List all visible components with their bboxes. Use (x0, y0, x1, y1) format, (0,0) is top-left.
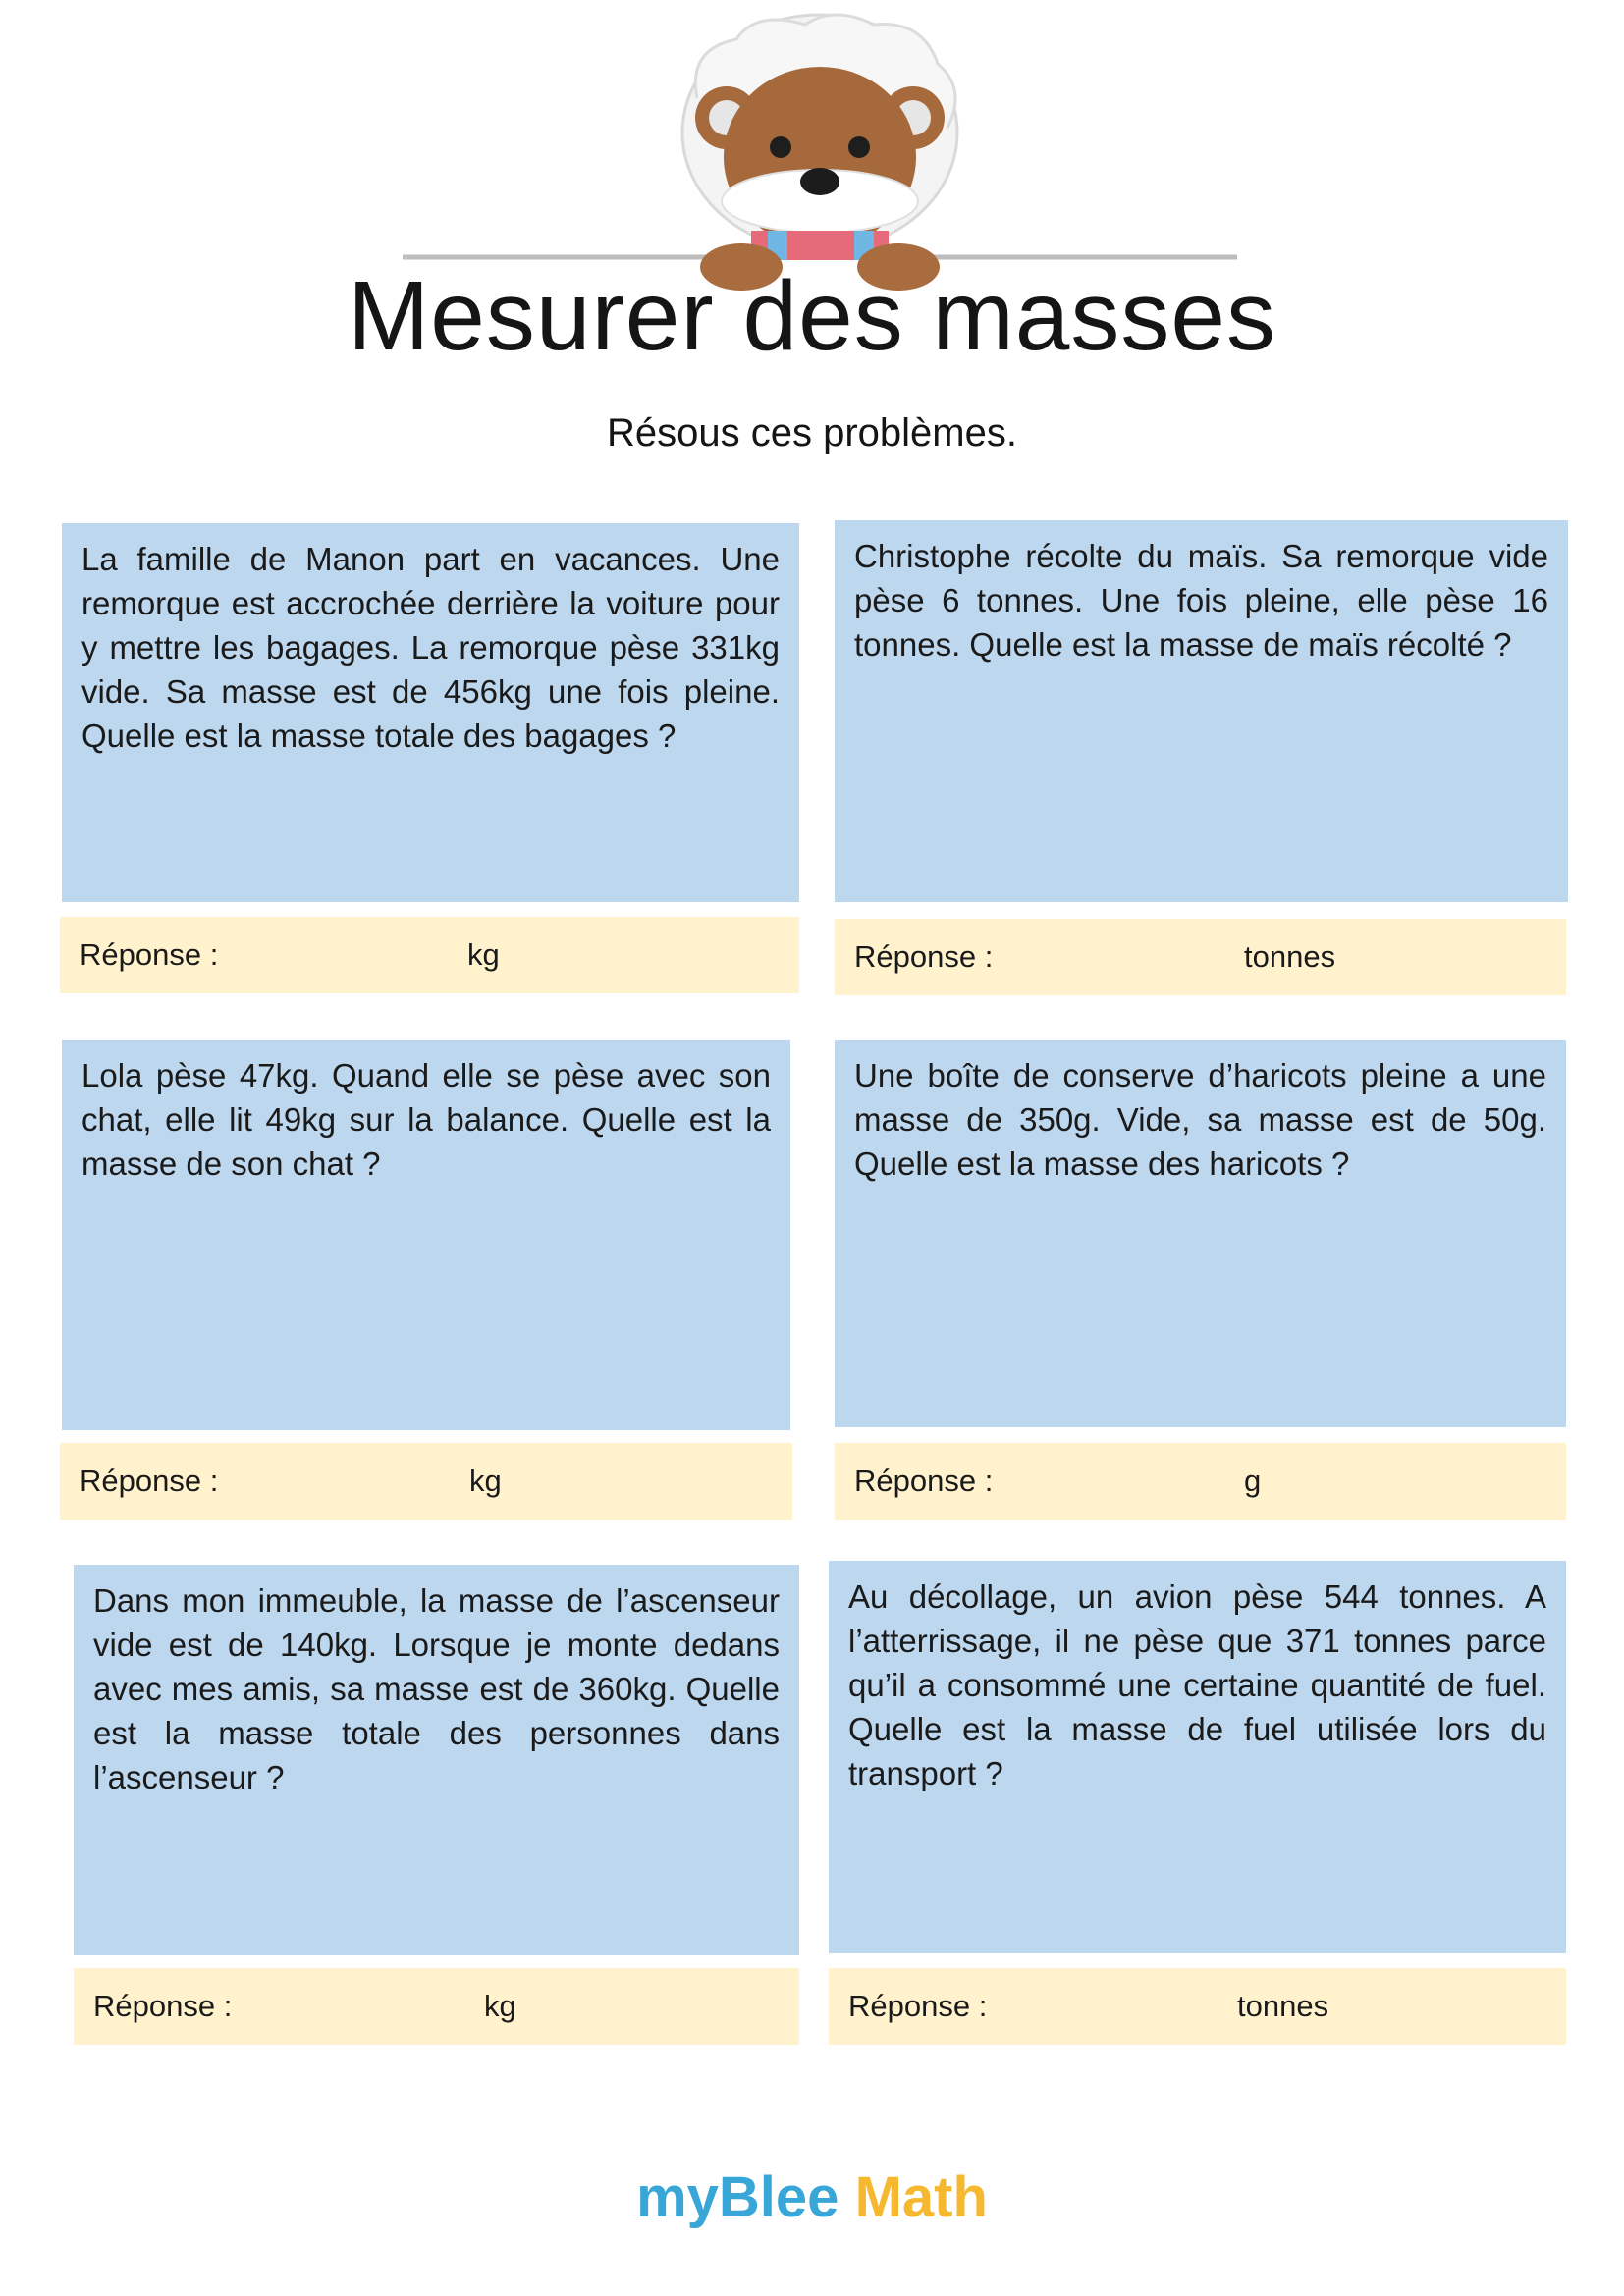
logo-math-text: Math (854, 2165, 988, 2229)
answer-field-6[interactable] (829, 1968, 1566, 2045)
problem-card-3: Lola pèse 47kg. Quand elle se pèse avec son chat, elle lit 49kg sur la balance. Quelle est la masse de son chat ? (62, 1040, 790, 1430)
problem-card-5: Dans mon immeuble, la masse de l’ascenseur vide est de 140kg. Lorsque je monte dedans avec mes amis, sa masse est de 360kg. Quelle est la masse totale des personnes dans l’ascenseur ? (74, 1565, 799, 1955)
answer-label: Réponse : (80, 1464, 219, 1498)
bear-mascot-illustration (403, 10, 1237, 294)
answer-label: Réponse : (93, 1989, 233, 2023)
mybleemath-logo (0, 2164, 1624, 2230)
answer-field-1[interactable] (60, 917, 799, 993)
answer-field-5[interactable] (74, 1968, 799, 2045)
answer-label: Réponse : (80, 937, 219, 972)
answer-unit: tonnes (1244, 939, 1336, 974)
problem-card-6: Au décollage, un avion pèse 544 tonnes. A l’atterrissage, il ne pèse que 371 tonnes parce qu’il a consommé une certaine quantité de fuel. Quelle est la masse de fuel utilisée lors du transport ? (829, 1561, 1566, 1953)
answer-unit: kg (469, 1464, 502, 1498)
problem-card-1: La famille de Manon part en vacances. Une remorque est accrochée derrière la voiture pour y mettre les bagages. La remorque pèse 331kg vide. Sa masse est de 456kg une fois pleine. Quelle est la masse totale des bagages ? (62, 523, 799, 902)
answer-unit: g (1244, 1464, 1262, 1498)
page-subtitle: Résous ces problèmes. (607, 411, 1017, 454)
answer-field-4[interactable] (835, 1443, 1566, 1520)
answer-label: Réponse : (848, 1989, 988, 2023)
page-title: Mesurer des masses (347, 261, 1277, 371)
answer-unit: kg (484, 1989, 516, 2023)
logo-myblee-text: myBlee (636, 2165, 839, 2229)
answer-unit: tonnes (1237, 1989, 1329, 2023)
problem-card-4: Une boîte de conserve d’haricots pleine a une masse de 350g. Vide, sa masse est de 50g. Quelle est la masse des haricots ? (835, 1040, 1566, 1427)
answer-label: Réponse : (854, 1464, 994, 1498)
problem-card-2: Christophe récolte du maïs. Sa remorque vide pèse 6 tonnes. Une fois pleine, elle pèse 16 tonnes. Quelle est la masse de maïs récolté ? (835, 520, 1568, 902)
answer-label: Réponse : (854, 939, 994, 974)
answer-field-2[interactable] (835, 919, 1566, 995)
answer-unit: kg (467, 937, 500, 972)
answer-field-3[interactable] (60, 1443, 792, 1520)
